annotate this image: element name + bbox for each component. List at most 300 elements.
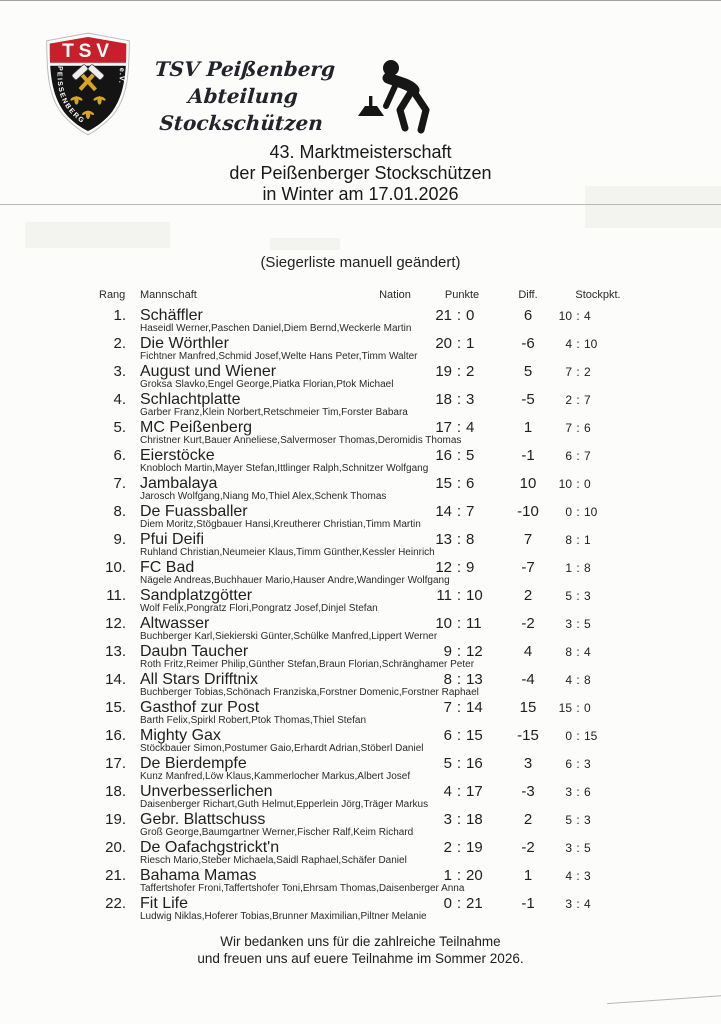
points-against: 6 [466, 475, 475, 492]
logo-tsv-text: TSV [62, 41, 114, 63]
stockpoints-score [550, 785, 646, 799]
score-colon: : [576, 533, 580, 547]
points-for: 1 [443, 867, 452, 884]
stockpoints-against: 10 [584, 337, 598, 351]
points-score [418, 755, 506, 772]
stockpoints-score [550, 869, 646, 883]
team-players: Diem Moritz,Stögbauer Hansi,Kreutherer Christian,Timm Martin [140, 519, 421, 530]
team-players: Nägele Andreas,Buchhauer Mario,Hauser Andre,Wandinger Wolfgang [140, 575, 450, 586]
points-score [418, 839, 506, 856]
team-name: Gasthof zur Post [140, 699, 260, 716]
score-colon: : [456, 727, 462, 744]
points-against: 20 [466, 867, 483, 884]
diff-value: -15 [517, 727, 539, 744]
points-against: 0 [466, 307, 475, 324]
team-name: Daubn Taucher [140, 643, 249, 660]
points-against: 4 [466, 419, 475, 436]
rank-value: 12. [105, 615, 126, 632]
stockpoints-for: 5 [565, 813, 572, 827]
team-players: Barth Felix,Spirkl Robert,Ptok Thomas,Thiel Stefan [140, 715, 367, 726]
table-row [90, 699, 721, 726]
points-score [418, 587, 506, 604]
points-against: 14 [466, 699, 483, 716]
stockpoints-for: 1 [565, 561, 572, 575]
rank-value: 3. [113, 363, 126, 380]
team-name: Sandplatzgötter [140, 587, 253, 604]
team-name: De Oafachgstrickt'n [140, 839, 280, 856]
table-row [90, 783, 721, 810]
team-players: Knobloch Martin,Mayer Stefan,Ittlinger Ralph,Schnitzer Wolfgang [140, 463, 429, 474]
rank-value: 18. [105, 783, 126, 800]
score-colon: : [456, 559, 462, 576]
stockpoints-score [550, 393, 646, 407]
score-colon: : [576, 897, 580, 911]
score-colon: : [456, 335, 462, 352]
diff-value: 1 [523, 867, 533, 884]
points-score [418, 643, 506, 660]
stockpoints-for: 0 [565, 729, 572, 743]
points-against: 10 [466, 587, 483, 604]
team-name: De Bierdempfe [140, 755, 247, 772]
team-players: Roth Fritz,Reimer Philip,Günther Stefan,Braun Florian,Schränghamer Peter [140, 659, 475, 670]
stockpoints-score [550, 841, 646, 855]
points-score [418, 391, 506, 408]
rank-value: 16. [105, 727, 126, 744]
stocksport-player-icon [348, 54, 440, 140]
stockpoints-score [550, 645, 646, 659]
team-players: Buchberger Tobias,Schönach Franziska,Forstner Domenic,Forstner Raphael [140, 687, 479, 698]
stockpoints-for: 10 [558, 477, 572, 491]
subtitle-note: (Siegerliste manuell geändert) [260, 254, 461, 271]
score-colon: : [456, 475, 462, 492]
rank-value: 17. [105, 755, 126, 772]
points-for: 0 [443, 895, 452, 912]
team-name: Bahama Mamas [140, 867, 257, 884]
team-name: Die Wörthler [140, 335, 229, 352]
stockpoints-for: 3 [565, 897, 572, 911]
points-for: 5 [443, 755, 452, 772]
stockpoints-for: 3 [565, 617, 572, 631]
score-colon: : [576, 869, 580, 883]
table-row [90, 531, 721, 558]
score-colon: : [456, 895, 462, 912]
points-for: 9 [443, 643, 452, 660]
table-row [90, 475, 721, 502]
column-header-diff: Diff. [518, 289, 538, 301]
score-colon: : [576, 757, 580, 771]
points-against: 1 [466, 335, 475, 352]
points-against: 7 [466, 503, 475, 520]
points-for: 13 [435, 531, 452, 548]
diff-value: -2 [521, 839, 535, 856]
points-for: 10 [435, 615, 452, 632]
rank-value: 11. [106, 587, 126, 604]
score-colon: : [456, 867, 462, 884]
rank-value: 19. [105, 811, 126, 828]
rank-value: 10. [105, 559, 126, 576]
team-name: Eierstöcke [140, 447, 215, 464]
team-name: Jambalaya [140, 475, 218, 492]
table-row [90, 587, 721, 614]
table-row [90, 755, 721, 782]
table-row [90, 503, 721, 530]
points-for: 21 [435, 307, 452, 324]
points-for: 2 [443, 839, 452, 856]
rank-value: 6. [113, 447, 126, 464]
stockpoints-for: 7 [565, 365, 572, 379]
points-score [418, 783, 506, 800]
stockpoints-score [550, 813, 646, 827]
stockpoints-against: 5 [584, 841, 591, 855]
points-for: 6 [443, 727, 452, 744]
stockpoints-for: 15 [558, 701, 572, 715]
stockpoints-against: 3 [584, 813, 591, 827]
stockpoints-against: 4 [584, 309, 591, 323]
stockpoints-score [550, 897, 646, 911]
points-score [418, 895, 506, 912]
team-players: Buchberger Karl,Siekierski Günter,Schülke Manfred,Lippert Werner [140, 631, 438, 642]
rank-value: 8. [113, 503, 126, 520]
title-line2: der Peißenberger Stockschützen [229, 163, 492, 183]
table-row [90, 419, 721, 446]
points-for: 20 [435, 335, 452, 352]
score-colon: : [576, 589, 580, 603]
footer-line1: Wir bedanken uns für die zahlreiche Teilnahme [220, 934, 501, 949]
score-colon: : [576, 673, 580, 687]
diff-value: -10 [517, 503, 539, 520]
table-row [90, 307, 721, 334]
results-table [0, 289, 721, 923]
rank-value: 22. [105, 895, 126, 912]
table-row [90, 727, 721, 754]
score-colon: : [456, 419, 462, 436]
team-name: De Fuassballer [140, 503, 248, 520]
stockpoints-for: 0 [565, 505, 572, 519]
table-row [90, 363, 721, 390]
diff-value: 1 [523, 419, 533, 436]
stockpoints-against: 0 [584, 701, 591, 715]
team-players: Christner Kurt,Bauer Anneliese,Salvermoser Thomas,Deromidis Thomas [140, 435, 462, 446]
stockpoints-against: 3 [584, 757, 591, 771]
diff-value: 2 [523, 811, 533, 828]
stockpoints-against: 6 [584, 785, 591, 799]
stockpoints-score [550, 365, 646, 379]
footer-note [0, 933, 721, 967]
diff-value: 6 [523, 307, 533, 324]
team-players: Daisenberger Richart,Guth Helmut,Epperlein Jörg,Träger Markus [140, 799, 429, 810]
score-colon: : [576, 785, 580, 799]
stockpoints-against: 4 [584, 645, 591, 659]
table-row [90, 811, 721, 838]
points-score [418, 475, 506, 492]
stockpoints-for: 8 [565, 533, 572, 547]
stockpoints-score [550, 337, 646, 351]
points-against: 19 [466, 839, 483, 856]
team-players: Groß George,Baumgartner Werner,Fischer Ralf,Keim Richard [140, 827, 414, 838]
points-score [418, 699, 506, 716]
stockpoints-for: 8 [565, 645, 572, 659]
column-header-punkte: Punkte [444, 289, 480, 301]
stockpoints-against: 7 [584, 393, 591, 407]
stockpoints-for: 4 [565, 869, 572, 883]
score-colon: : [456, 447, 462, 464]
stockpoints-for: 5 [565, 589, 572, 603]
stockpoints-against: 1 [584, 533, 591, 547]
team-name: FC Bad [140, 559, 195, 576]
page-title [0, 142, 721, 205]
team-players: Kunz Manfred,Löw Klaus,Kammerlocher Markus,Albert Josef [140, 771, 411, 782]
score-colon: : [456, 671, 462, 688]
team-players: Ludwig Niklas,Hoferer Tobias,Brunner Maximilian,Piltner Melanie [140, 911, 427, 922]
scan-edge-top [0, 0, 721, 1]
score-colon: : [576, 365, 580, 379]
score-colon: : [576, 701, 580, 715]
score-colon: : [456, 363, 462, 380]
points-against: 2 [466, 363, 475, 380]
points-against: 21 [466, 895, 483, 912]
team-players: Groksa Slavko,Engel George,Piatka Florian,Ptok Michael [140, 379, 394, 390]
stockpoints-for: 3 [565, 841, 572, 855]
points-score [418, 503, 506, 520]
table-row [90, 335, 721, 362]
stockpoints-for: 7 [565, 421, 572, 435]
table-row [90, 895, 721, 922]
score-colon: : [456, 587, 462, 604]
stockpoints-score [550, 729, 646, 743]
table-row [90, 615, 721, 642]
team-players: Jarosch Wolfgang,Niang Mo,Thiel Alex,Schenk Thomas [140, 491, 387, 502]
points-for: 14 [435, 503, 452, 520]
points-score [418, 419, 506, 436]
points-score [418, 335, 506, 352]
diff-value: -3 [521, 783, 535, 800]
table-row [90, 671, 721, 698]
stockpoints-against: 7 [584, 449, 591, 463]
score-colon: : [576, 561, 580, 575]
table-row [90, 643, 721, 670]
diff-value: 4 [523, 643, 533, 660]
stockpoints-score [550, 449, 646, 463]
stockpoints-against: 8 [584, 561, 591, 575]
stockpoints-score [550, 505, 646, 519]
diff-value: 7 [523, 531, 533, 548]
score-colon: : [576, 393, 580, 407]
score-colon: : [576, 505, 580, 519]
team-players: Ruhland Christian,Neumeier Klaus,Timm Günther,Kessler Heinrich [140, 547, 435, 558]
score-colon: : [576, 813, 580, 827]
score-colon: : [456, 615, 462, 632]
svg-text:e.V. [117, 68, 127, 85]
points-against: 9 [466, 559, 475, 576]
stockpoints-against: 10 [584, 505, 598, 519]
stockpoints-against: 3 [584, 589, 591, 603]
diff-value: 5 [523, 363, 533, 380]
diff-value: -2 [521, 615, 535, 632]
score-colon: : [576, 645, 580, 659]
score-colon: : [456, 391, 462, 408]
stockpoints-for: 3 [565, 785, 572, 799]
stockpoints-against: 8 [584, 673, 591, 687]
points-score [418, 559, 506, 576]
score-colon: : [456, 839, 462, 856]
points-against: 3 [466, 391, 475, 408]
table-row [90, 447, 721, 474]
rank-value: 2. [113, 335, 126, 352]
stockpoints-for: 10 [558, 309, 572, 323]
team-name: Mighty Gax [140, 727, 221, 744]
stockpoints-for: 4 [565, 673, 572, 687]
stockpoints-for: 4 [565, 337, 572, 351]
stockpoints-against: 15 [584, 729, 598, 743]
stockpoints-score [550, 533, 646, 547]
points-score [418, 867, 506, 884]
points-score [418, 615, 506, 632]
rank-value: 5. [113, 419, 126, 436]
logo-peissenberg-text: PEISSENBERG [55, 65, 87, 126]
stockpoints-score [550, 309, 646, 323]
team-players: Haseidl Werner,Paschen Daniel,Diem Bernd,Weckerle Martin [140, 323, 412, 334]
points-for: 17 [435, 419, 452, 436]
team-players: Taffertshofer Froni,Taffertshofer Toni,Ehrsam Thomas,Daisenberger Anna [140, 883, 465, 894]
score-colon: : [576, 617, 580, 631]
stockpoints-for: 2 [565, 393, 572, 407]
footer-line2: und freuen uns auf euere Teilnahme im Sommer 2026. [197, 951, 524, 966]
team-players: Riesch Mario,Steber Michaela,Saidl Raphael,Schäfer Daniel [140, 855, 407, 866]
stockpoints-score [550, 757, 646, 771]
stockpoints-against: 4 [584, 897, 591, 911]
club-name-line2: Stockschützen [158, 111, 324, 135]
score-colon: : [456, 531, 462, 548]
stockpoints-score [550, 477, 646, 491]
table-row [90, 559, 721, 586]
table-row [90, 839, 721, 866]
table-header-row [0, 289, 721, 301]
rank-value: 13. [105, 643, 126, 660]
column-header-nation: Nation [379, 289, 411, 301]
rank-value: 15. [105, 699, 126, 716]
score-colon: : [456, 503, 462, 520]
title-line3: in Winter am 17.01.2026 [262, 184, 459, 204]
document-header [0, 28, 721, 140]
team-players: Stöckbauer Simon,Postumer Gaio,Erhardt Adrian,Stöberl Daniel [140, 743, 424, 754]
stockpoints-against: 3 [584, 869, 591, 883]
score-colon: : [456, 643, 462, 660]
tsv-peissenberg-crest-logo [40, 30, 136, 138]
team-players: Wolf Felix,Pongratz Flori,Pongratz Josef,Dinjel Stefan [140, 603, 378, 614]
column-header-stockpkt: Stockpkt. [575, 289, 621, 301]
points-score [418, 307, 506, 324]
rank-value: 7. [113, 475, 126, 492]
diff-value: -1 [521, 447, 535, 464]
points-against: 16 [466, 755, 483, 772]
team-players: Garber Franz,Klein Norbert,Retschmeier Tim,Forster Babara [140, 407, 408, 418]
diff-value: -4 [521, 671, 535, 688]
rank-value: 20. [105, 839, 126, 856]
rank-value: 1. [113, 307, 126, 324]
stockpoints-against: 5 [584, 617, 591, 631]
diff-value: 2 [523, 587, 533, 604]
points-score [418, 531, 506, 548]
stockpoints-score [550, 561, 646, 575]
points-score [418, 671, 506, 688]
diff-value: 15 [519, 699, 537, 716]
score-colon: : [456, 755, 462, 772]
stockpoints-score [550, 701, 646, 715]
points-for: 7 [443, 699, 452, 716]
score-colon: : [576, 841, 580, 855]
stockpoints-score [550, 589, 646, 603]
points-for: 8 [443, 671, 452, 688]
column-header-rang: Rang [99, 289, 126, 301]
stockpoints-against: 6 [584, 421, 591, 435]
stockpoints-score [550, 617, 646, 631]
points-against: 11 [466, 615, 482, 632]
stockpoints-against: 2 [584, 365, 591, 379]
score-colon: : [576, 729, 580, 743]
score-colon: : [576, 477, 580, 491]
results-rows [0, 307, 721, 922]
diff-value: -7 [521, 559, 535, 576]
score-colon: : [456, 699, 462, 716]
rank-value: 9. [113, 531, 126, 548]
score-colon: : [456, 783, 462, 800]
rank-value: 4. [113, 391, 126, 408]
table-row [90, 391, 721, 418]
points-against: 15 [466, 727, 483, 744]
score-colon: : [576, 449, 580, 463]
stockpoints-for: 6 [565, 449, 572, 463]
points-for: 4 [443, 783, 452, 800]
score-colon: : [576, 337, 580, 351]
logo-ev-text: e.V. [117, 67, 127, 85]
stockpoints-score [550, 673, 646, 687]
stockpoints-for: 6 [565, 757, 572, 771]
points-for: 19 [435, 363, 452, 380]
team-name: Gebr. Blattschuss [140, 811, 266, 828]
points-for: 15 [435, 475, 452, 492]
score-colon: : [456, 811, 462, 828]
club-name [145, 56, 341, 137]
score-colon: : [576, 309, 580, 323]
points-score [418, 727, 506, 744]
diff-value: -1 [521, 895, 535, 912]
stockpoints-against: 0 [584, 477, 591, 491]
column-header-mannschaft: Mannschaft [140, 289, 197, 301]
diff-value: 3 [523, 755, 533, 772]
team-name: August und Wiener [140, 363, 277, 380]
diff-value: 10 [519, 475, 537, 492]
team-name: Schlachtplatte [140, 391, 241, 408]
club-name-line1: TSV Peißenberg Abteilung [153, 57, 336, 108]
team-name: MC Peißenberg [140, 419, 253, 436]
team-name: Unverbesserlichen [140, 783, 273, 800]
stockpoints-score [550, 421, 646, 435]
points-score [418, 363, 506, 380]
team-name: Fit Life [140, 895, 189, 912]
team-name: All Stars Drifftnix [140, 671, 258, 688]
points-against: 18 [466, 811, 483, 828]
title-line1: 43. Marktmeisterschaft [269, 142, 452, 162]
scan-smudge [25, 222, 170, 248]
points-for: 16 [435, 447, 452, 464]
points-for: 12 [435, 559, 452, 576]
points-against: 8 [466, 531, 475, 548]
scan-smudge [270, 238, 340, 250]
team-name: Pfui Deifi [140, 531, 205, 548]
points-score [418, 811, 506, 828]
team-players: Fichtner Manfred,Schmid Josef,Welte Hans Peter,Timm Walter [140, 351, 418, 362]
diff-value: -5 [521, 391, 535, 408]
